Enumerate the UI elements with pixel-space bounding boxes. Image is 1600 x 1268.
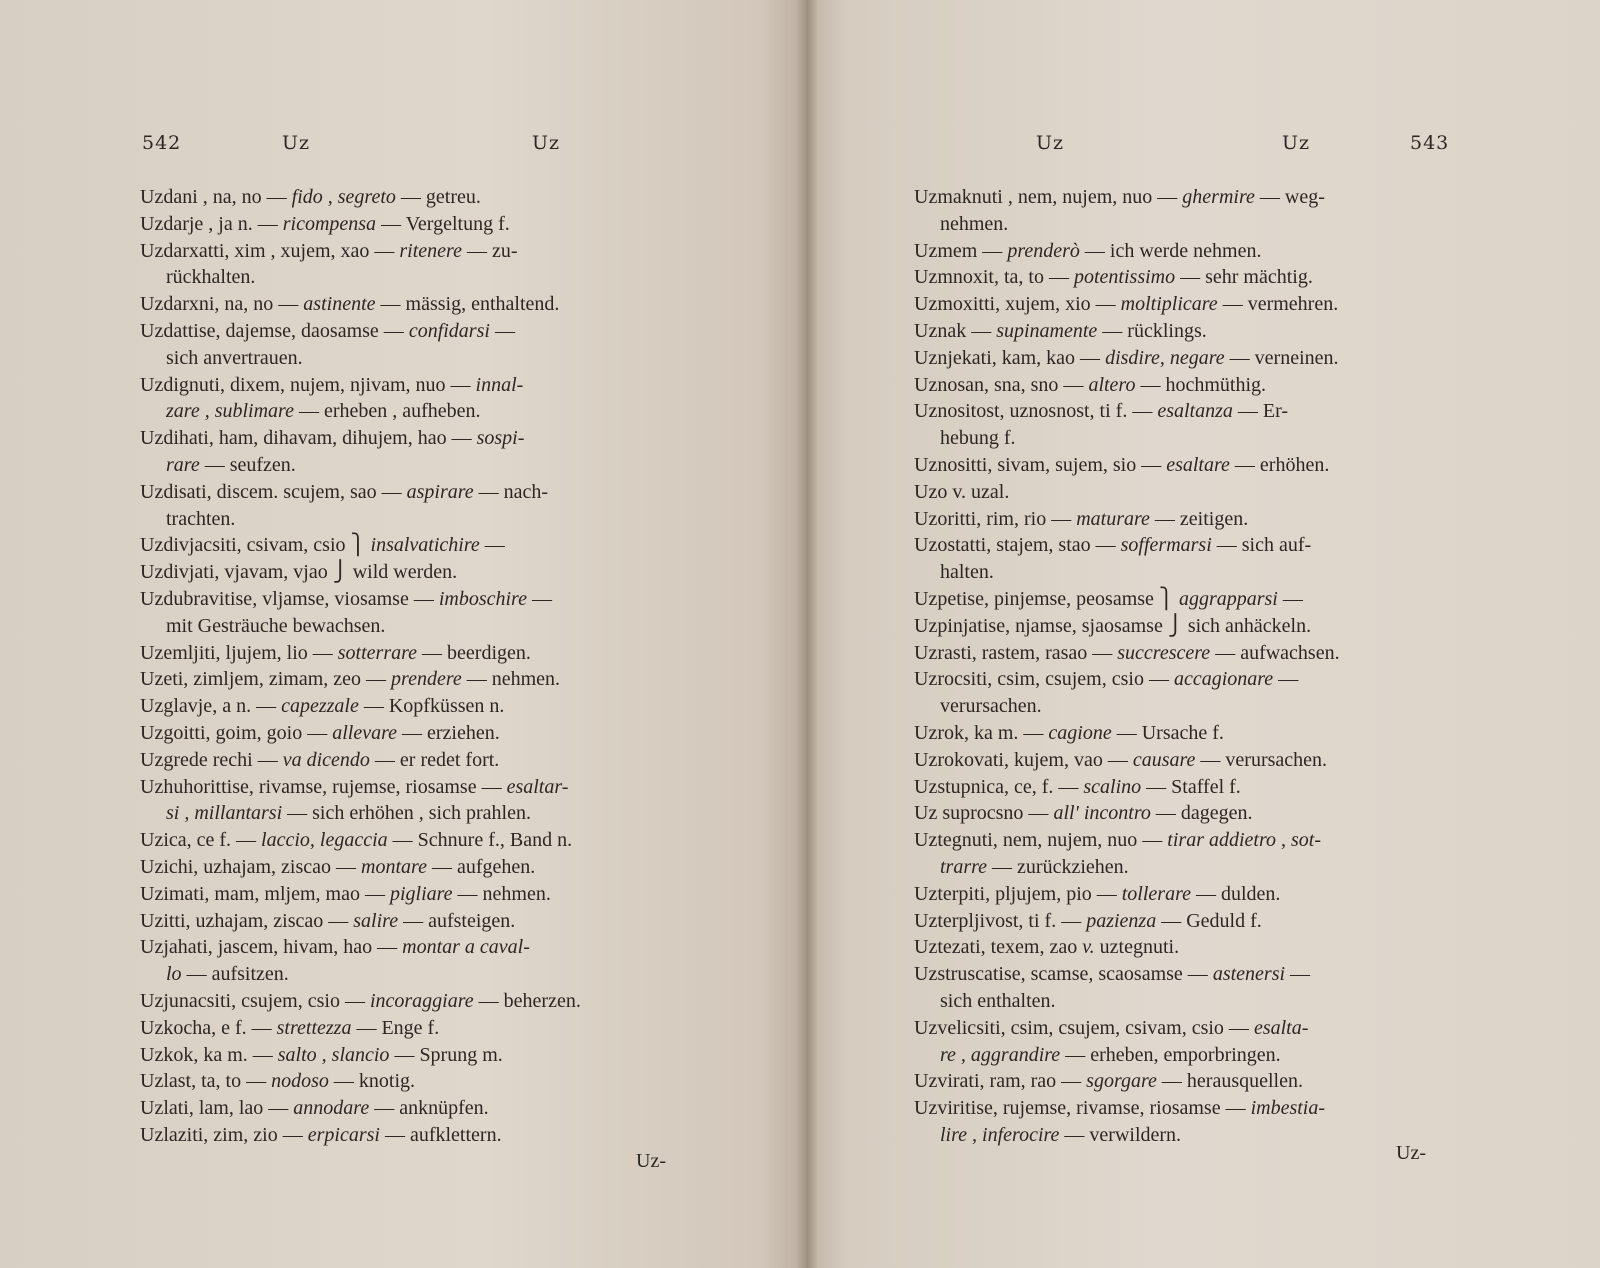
- dictionary-line: [914, 988, 1490, 1015]
- italian-gloss: rare: [166, 453, 200, 476]
- dictionary-line: [140, 479, 713, 506]
- german-gloss: — verneinen.: [1224, 346, 1339, 369]
- entry-text: Uzjunacsiti, csujem, csio —: [140, 989, 370, 1012]
- dictionary-line: [140, 693, 713, 720]
- german-gloss: — Schnure f., Band n.: [387, 829, 573, 852]
- entry-text: Uzvirati, ram, rao —: [914, 1070, 1087, 1093]
- left-entries-column: [140, 184, 713, 1149]
- entry-text: Uzoritti, rim, rio —: [914, 507, 1077, 530]
- dictionary-line: [914, 211, 1490, 238]
- entry-text: Uzdattise, dajemse, daosamse —: [140, 319, 409, 342]
- dictionary-line: [914, 264, 1490, 291]
- dictionary-line: [140, 372, 713, 399]
- dictionary-line: [914, 827, 1490, 854]
- entry-text: Uzemljiti, ljujem, lio —: [140, 641, 338, 664]
- italian-gloss: imboschire: [438, 587, 527, 610]
- page-number-left: 542: [142, 132, 182, 154]
- german-gloss: — aufgehen.: [426, 855, 536, 878]
- dictionary-line: [140, 586, 713, 613]
- dictionary-line: [140, 881, 713, 908]
- german-gloss: —: [1285, 963, 1311, 986]
- entry-text: Uzgrede rechi —: [140, 748, 283, 771]
- entry-text: Uznosan, sna, sno —: [914, 373, 1089, 396]
- italian-gloss: va dicendo: [282, 748, 370, 771]
- dictionary-line: [140, 425, 713, 452]
- page-number-right: 543: [1410, 132, 1450, 154]
- german-gloss: — zurückziehen.: [987, 855, 1129, 878]
- entry-text: Uznositti, sivam, sujem, sio —: [914, 453, 1167, 476]
- dictionary-line: [914, 666, 1490, 693]
- entry-text: Uznositost, uznosnost, ti f. —: [914, 400, 1158, 423]
- dictionary-line: [914, 398, 1490, 425]
- entry-text: Uznjekati, kam, kao —: [914, 346, 1106, 369]
- catchword-right: Uz-: [1396, 1142, 1426, 1164]
- entry-text: trachten.: [166, 507, 236, 530]
- entry-text: Uzterpiti, pljujem, pio —: [914, 882, 1122, 905]
- italian-gloss: succrescere: [1117, 641, 1211, 664]
- dictionary-line: [140, 1042, 713, 1069]
- german-gloss: — weg-: [1254, 186, 1325, 208]
- dictionary-line: [914, 479, 1490, 506]
- entry-text: Uzmoxitti, xujem, xio —: [914, 293, 1121, 316]
- dictionary-line: [914, 747, 1490, 774]
- italian-gloss: esalta-: [1253, 1016, 1309, 1039]
- italian-gloss: annodare: [293, 1097, 370, 1120]
- german-gloss: uztegnuti.: [1094, 936, 1180, 959]
- german-gloss: — Er-: [1232, 400, 1289, 423]
- italian-gloss: incoraggiare: [369, 989, 474, 1012]
- entry-text: hebung f.: [940, 427, 1016, 450]
- german-gloss: — beherzen.: [473, 989, 581, 1012]
- italian-gloss: prenderò: [1007, 239, 1080, 262]
- german-gloss: — vermehren.: [1217, 293, 1339, 316]
- dictionary-line: [914, 881, 1490, 908]
- italian-gloss: ricompensa: [282, 212, 377, 235]
- dictionary-line: [140, 640, 713, 667]
- dictionary-line: [140, 961, 713, 988]
- italian-gloss: causare: [1132, 748, 1196, 771]
- dictionary-line: [140, 827, 713, 854]
- entry-text: mit Gesträuche bewachsen.: [166, 614, 386, 637]
- italian-gloss: disdire, negare: [1105, 346, 1225, 369]
- entry-text: Uzica, ce f. —: [140, 829, 262, 852]
- german-gloss: — seufzen.: [199, 453, 296, 476]
- entry-text: Uzstruscatise, scamse, scaosamse —: [914, 963, 1213, 986]
- right-entries-column: [914, 184, 1490, 1149]
- german-gloss: — Staffel f.: [1141, 775, 1241, 798]
- german-gloss: — nehmen.: [452, 882, 551, 905]
- german-gloss: — aufklettern.: [379, 1123, 502, 1146]
- entry-text: verursachen.: [940, 695, 1042, 718]
- german-gloss: — getreu.: [395, 186, 481, 208]
- entry-text: nehmen.: [940, 212, 1009, 235]
- right-page: [808, 0, 1600, 1268]
- entry-text: Uzo v. uzal.: [914, 480, 1010, 503]
- german-gloss: — zeitigen.: [1149, 507, 1249, 530]
- german-gloss: — erhöhen.: [1229, 453, 1330, 476]
- entry-text: Uzlati, lam, lao —: [140, 1097, 294, 1120]
- entry-text: Uzdivjacsiti, csivam, csio ⎫: [140, 534, 371, 557]
- dictionary-line: [140, 398, 713, 425]
- italian-gloss: cagione: [1048, 721, 1112, 744]
- german-gloss: — verursachen.: [1195, 748, 1328, 771]
- dictionary-line: [914, 425, 1490, 452]
- german-gloss: — nehmen.: [461, 668, 561, 691]
- dictionary-line: [140, 988, 713, 1015]
- dictionary-line: [914, 586, 1490, 613]
- dictionary-line: [914, 452, 1490, 479]
- dictionary-line: [914, 318, 1490, 345]
- dictionary-line: [140, 908, 713, 935]
- german-gloss: — Enge f.: [351, 1016, 440, 1039]
- entry-text: Uzeti, zimljem, zimam, zeo —: [140, 668, 392, 691]
- german-gloss: — sich erhöhen , sich prahlen.: [282, 802, 531, 825]
- entry-text: Uz suprocsno —: [914, 802, 1054, 825]
- entry-text: Uzviritise, rujemse, rivamse, riosamse —: [914, 1097, 1251, 1120]
- german-gloss: —: [479, 534, 505, 557]
- german-gloss: — Geduld f.: [1156, 909, 1262, 932]
- dictionary-line: [914, 774, 1490, 801]
- entry-text: Uzkok, ka m. —: [140, 1043, 278, 1066]
- italian-gloss: lire , inferocire: [940, 1123, 1060, 1146]
- dictionary-line: [914, 613, 1490, 640]
- dictionary-line: [140, 934, 713, 961]
- italian-gloss: allevare: [332, 721, 398, 744]
- dictionary-line: [140, 854, 713, 881]
- italian-gloss: esaltanza: [1157, 400, 1233, 423]
- dictionary-line: [140, 666, 713, 693]
- italian-gloss: pigliare: [389, 882, 453, 905]
- entry-text: Uzrok, ka m. —: [914, 721, 1049, 744]
- italian-gloss: montar a caval-: [402, 936, 530, 959]
- dictionary-line: [914, 1015, 1490, 1042]
- german-gloss: — nach-: [473, 480, 549, 503]
- italian-gloss: imbestia-: [1250, 1097, 1326, 1120]
- entry-text: Uzdarxni, na, no —: [140, 293, 304, 316]
- italian-gloss: montare: [361, 855, 427, 878]
- italian-gloss: altero: [1088, 373, 1136, 396]
- italian-gloss: esaltare: [1166, 453, 1230, 476]
- german-gloss: — dagegen.: [1150, 802, 1253, 825]
- german-gloss: — sich auf-: [1211, 534, 1312, 557]
- german-gloss: — erheben, emporbringen.: [1060, 1043, 1281, 1066]
- italian-gloss: strettezza: [276, 1016, 352, 1039]
- entry-text: Uzterpljivost, ti f. —: [914, 909, 1087, 932]
- dictionary-line: [140, 613, 713, 640]
- italian-gloss: esaltar-: [506, 775, 569, 798]
- entry-text: Uzrasti, rastem, rasao —: [914, 641, 1118, 664]
- italian-gloss: astenersi: [1212, 963, 1286, 986]
- italian-gloss: innal-: [475, 373, 524, 396]
- running-head-right-b: Uz: [1282, 132, 1311, 154]
- german-gloss: — Vergeltung f.: [376, 212, 510, 235]
- dictionary-line: [140, 211, 713, 238]
- entry-text: Uzostatti, stajem, stao —: [914, 534, 1121, 557]
- catchword-left: Uz-: [636, 1150, 666, 1172]
- entry-text: sich enthalten.: [940, 989, 1056, 1012]
- german-gloss: — knotig.: [328, 1070, 416, 1093]
- dictionary-line: [140, 747, 713, 774]
- italian-gloss: salto , slancio: [277, 1043, 390, 1066]
- german-gloss: — beerdigen.: [417, 641, 531, 664]
- german-gloss: — Ursache f.: [1111, 721, 1224, 744]
- italian-gloss: prendere: [391, 668, 462, 691]
- dictionary-line: [914, 291, 1490, 318]
- entry-text: Uztegnuti, nem, nujem, nuo —: [914, 829, 1168, 852]
- entry-text: Uzglavje, a n. —: [140, 695, 282, 718]
- dictionary-line: [914, 184, 1490, 211]
- italian-gloss: sotterrare: [337, 641, 418, 664]
- dictionary-line: [140, 559, 713, 586]
- dictionary-line: [914, 345, 1490, 372]
- dictionary-line: [140, 318, 713, 345]
- german-gloss: — er redet fort.: [369, 748, 500, 771]
- entry-text: Uzlaziti, zim, zio —: [140, 1123, 308, 1146]
- dictionary-line: [914, 559, 1490, 586]
- german-gloss: — hochmüthig.: [1135, 373, 1267, 396]
- italian-gloss: zare , sublimare: [166, 400, 294, 423]
- italian-gloss: supinamente: [996, 319, 1098, 342]
- entry-text: Uzdivjati, vjavam, vjao ⎭ wild werden.: [140, 561, 458, 584]
- italian-gloss: confidarsi: [408, 319, 490, 342]
- entry-text: Uzmnoxit, ta, to —: [914, 266, 1074, 289]
- italian-gloss: v.: [1082, 936, 1095, 959]
- dictionary-line: [140, 184, 713, 211]
- italian-gloss: tirar addietro , sot-: [1167, 829, 1322, 852]
- italian-gloss: ghermire: [1182, 186, 1255, 208]
- entry-text: Uzhuhorittise, rivamse, rujemse, riosamse —: [140, 775, 507, 798]
- dictionary-line: [914, 1042, 1490, 1069]
- dictionary-line: [140, 345, 713, 372]
- entry-text: Uzmaknuti , nem, nujem, nuo —: [914, 186, 1183, 208]
- dictionary-line: [140, 1122, 713, 1149]
- dictionary-line: [914, 854, 1490, 881]
- dictionary-line: [140, 238, 713, 265]
- dictionary-line: [140, 291, 713, 318]
- german-gloss: — verwildern.: [1059, 1123, 1182, 1146]
- italian-gloss: nodoso: [271, 1070, 329, 1093]
- italian-gloss: moltiplicare: [1120, 293, 1218, 316]
- entry-text: Uzvelicsiti, csim, csujem, csivam, csio —: [914, 1016, 1254, 1039]
- entry-text: Uzdarje , ja n. —: [140, 212, 283, 235]
- italian-gloss: trarre: [940, 855, 988, 878]
- italian-gloss: lo: [166, 963, 182, 986]
- italian-gloss: astinente: [303, 293, 376, 316]
- entry-text: Uznak —: [914, 319, 997, 342]
- german-gloss: — herausquellen.: [1156, 1070, 1303, 1093]
- italian-gloss: re , aggrandire: [940, 1043, 1061, 1066]
- entry-text: halten.: [940, 561, 994, 584]
- entry-text: Uzlast, ta, to —: [140, 1070, 272, 1093]
- book-gutter: [796, 0, 818, 1268]
- dictionary-line: [140, 532, 713, 559]
- german-gloss: — ich werde nehmen.: [1079, 239, 1262, 262]
- italian-gloss: tollerare: [1121, 882, 1191, 905]
- italian-gloss: pazienza: [1086, 909, 1157, 932]
- entry-text: Uzdihati, ham, dihavam, dihujem, hao —: [140, 427, 477, 450]
- dictionary-line: [914, 908, 1490, 935]
- dictionary-line: [140, 1095, 713, 1122]
- dictionary-line: [914, 532, 1490, 559]
- entry-text: Uzgoitti, goim, goio —: [140, 721, 333, 744]
- dictionary-line: [140, 506, 713, 533]
- running-head-left-a: Uz: [282, 132, 311, 154]
- german-gloss: — aufsitzen.: [181, 963, 289, 986]
- german-gloss: — rücklings.: [1097, 319, 1207, 342]
- dictionary-line: [140, 452, 713, 479]
- entry-text: Uzjahati, jascem, hivam, hao —: [140, 936, 403, 959]
- italian-gloss: sgorgare: [1086, 1070, 1157, 1093]
- entry-text: Uzkocha, e f. —: [140, 1016, 277, 1039]
- dictionary-line: [140, 1015, 713, 1042]
- german-gloss: — anknüpfen.: [369, 1097, 489, 1120]
- italian-gloss: laccio, legaccia: [261, 829, 388, 852]
- german-gloss: — dulden.: [1191, 882, 1281, 905]
- italian-gloss: maturare: [1076, 507, 1150, 530]
- german-gloss: — zu-: [461, 239, 518, 262]
- entry-text: Uzrokovati, kujem, vao —: [914, 748, 1133, 771]
- entry-text: Uzpinjatise, njamse, sjaosamse ⎭ sich anhäckeln.: [914, 614, 1312, 637]
- running-head-left-b: Uz: [532, 132, 561, 154]
- entry-text: Uzstupnica, ce, f. —: [914, 775, 1084, 798]
- german-gloss: — mässig, enthaltend.: [375, 293, 560, 316]
- dictionary-line: [914, 506, 1490, 533]
- german-gloss: —: [1277, 587, 1303, 610]
- entry-text: Uzdignuti, dixem, nujem, njivam, nuo —: [140, 373, 476, 396]
- dictionary-line: [140, 774, 713, 801]
- italian-gloss: accagionare: [1173, 668, 1274, 691]
- italian-gloss: potentissimo: [1073, 266, 1176, 289]
- entry-text: Uzmem —: [914, 239, 1008, 262]
- italian-gloss: insalvatichire: [370, 534, 480, 557]
- dictionary-line: [914, 1095, 1490, 1122]
- dictionary-line: [140, 264, 713, 291]
- german-gloss: — erziehen.: [397, 721, 500, 744]
- german-gloss: — Sprung m.: [389, 1043, 503, 1066]
- entry-text: Uzichi, uzhajam, ziscao —: [140, 855, 362, 878]
- dictionary-line: [914, 238, 1490, 265]
- entry-text: Uzimati, mam, mljem, mao —: [140, 882, 390, 905]
- italian-gloss: all' incontro: [1053, 802, 1151, 825]
- italian-gloss: erpicarsi: [307, 1123, 380, 1146]
- dictionary-line: [914, 961, 1490, 988]
- italian-gloss: fido , segreto: [291, 186, 396, 208]
- dictionary-line: [914, 640, 1490, 667]
- entry-text: Uzdani , na, no —: [140, 186, 292, 208]
- italian-gloss: aggrapparsi: [1178, 587, 1278, 610]
- italian-gloss: capezzale: [281, 695, 359, 718]
- entry-text: Uzdisati, discem. scujem, sao —: [140, 480, 407, 503]
- german-gloss: — erheben , aufheben.: [293, 400, 481, 423]
- entry-text: Uzdubravitise, vljamse, viosamse —: [140, 587, 439, 610]
- german-gloss: — aufwachsen.: [1210, 641, 1340, 664]
- entry-text: Uzpetise, pinjemse, peosamse ⎫: [914, 587, 1179, 610]
- german-gloss: — aufsteigen.: [398, 909, 516, 932]
- dictionary-line: [914, 934, 1490, 961]
- dictionary-line: [140, 1068, 713, 1095]
- italian-gloss: ritenere: [399, 239, 462, 262]
- italian-gloss: si , millantarsi: [166, 802, 283, 825]
- entry-text: Uztezati, texem, zao: [914, 936, 1083, 959]
- italian-gloss: sospi-: [476, 427, 525, 450]
- entry-text: Uzrocsiti, csim, csujem, csio —: [914, 668, 1174, 691]
- dictionary-line: [914, 372, 1490, 399]
- running-head-right-a: Uz: [1036, 132, 1065, 154]
- dictionary-line: [914, 1068, 1490, 1095]
- entry-text: Uzdarxatti, xim , xujem, xao —: [140, 239, 400, 262]
- italian-gloss: soffermarsi: [1120, 534, 1212, 557]
- italian-gloss: salire: [353, 909, 399, 932]
- dictionary-line: [914, 720, 1490, 747]
- dictionary-line: [140, 800, 713, 827]
- entry-text: sich anvertrauen.: [166, 346, 303, 369]
- italian-gloss: aspirare: [406, 480, 474, 503]
- german-gloss: — Kopfküssen n.: [358, 695, 505, 718]
- dictionary-line: [914, 800, 1490, 827]
- german-gloss: —: [489, 319, 515, 342]
- entry-text: rückhalten.: [166, 266, 256, 289]
- german-gloss: —: [1273, 668, 1299, 691]
- dictionary-line: [914, 693, 1490, 720]
- dictionary-line: [140, 720, 713, 747]
- german-gloss: —: [526, 587, 552, 610]
- italian-gloss: scalino: [1083, 775, 1142, 798]
- german-gloss: — sehr mächtig.: [1175, 266, 1313, 289]
- entry-text: Uzitti, uzhajam, ziscao —: [140, 909, 354, 932]
